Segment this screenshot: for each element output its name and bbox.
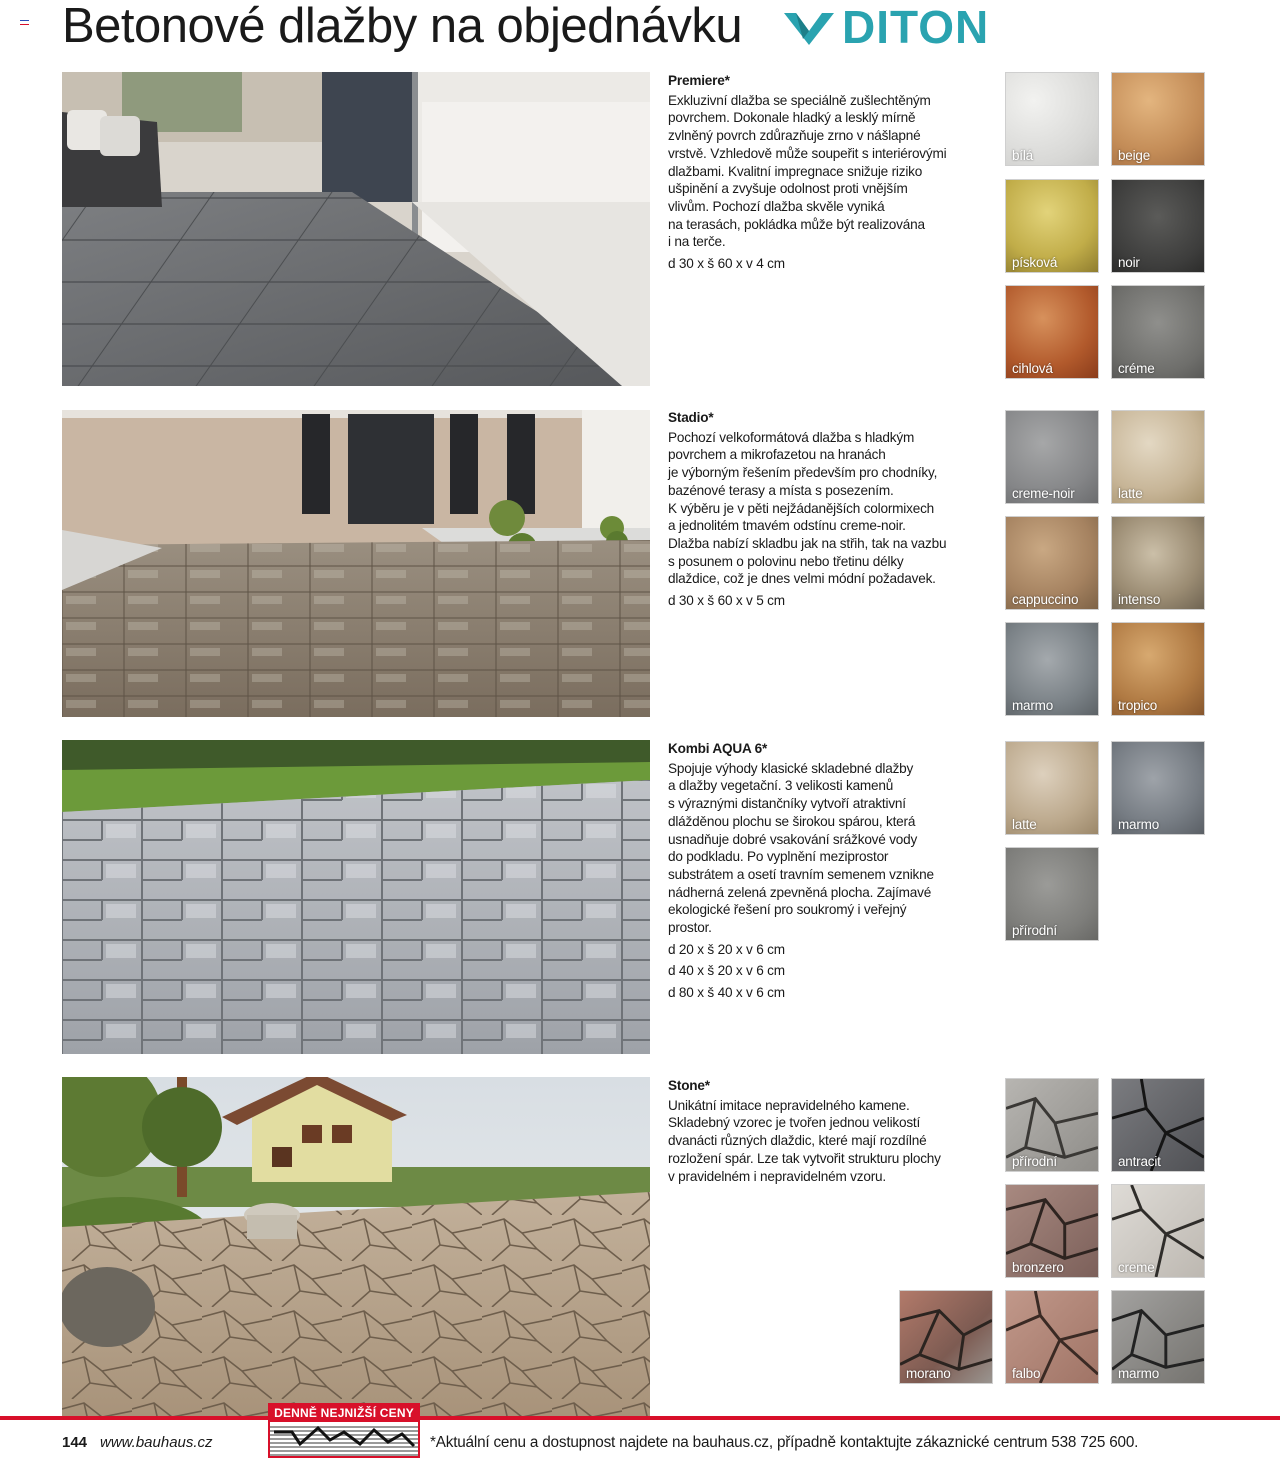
- swatch-label: beige: [1118, 148, 1151, 163]
- swatch-cihlova[interactable]: [1005, 285, 1099, 379]
- page-number: 144: [62, 1434, 88, 1451]
- swatch-label: bronzero: [1012, 1260, 1064, 1275]
- stadio-description: [668, 409, 978, 610]
- swatch-bila[interactable]: [1005, 72, 1099, 166]
- swatch-prirodni[interactable]: [1005, 1078, 1099, 1172]
- product-dimensions: d 30 x š 60 x v 5 cm: [668, 593, 785, 609]
- website-link[interactable]: www.bauhaus.cz: [100, 1434, 213, 1451]
- product-text: Unikátní imitace nepravidelného kamene. Skladebný vzorec je tvořen jednou velikostí dvanácti různých dlaždic, které mají rozdílné rozložení spár. Lze tak vytvořit strukturu plochy v pravidelném i nepravidelném vzoru.: [668, 1097, 941, 1184]
- stone-house-photo: [62, 1077, 650, 1417]
- product-dimensions: d 30 x š 60 x v 4 cm: [668, 256, 785, 272]
- swatch-label: písková: [1012, 255, 1058, 270]
- swatch-latte[interactable]: [1111, 410, 1205, 504]
- diton-logo-icon: [782, 7, 836, 47]
- product-text: Pochozí velkoformátová dlažba s hladkým povrchem a mikrofazetou na hranách je výborným řešením především pro chodníky, bazénové terasy a místa s posezením. K výběru je v pěti nejžádanějších colormixech a jednolitém tmavém odstínu creme-noir. Dlažba nabízí skladbu jak na střih, tak na vazbu s posunem o polovinu nebo třetinu délky dlaždice, což je dnes velmi módní požadavek.: [668, 429, 947, 587]
- swatch-label: marmo: [1118, 817, 1160, 832]
- product-dimensions: d 80 x š 40 x v 6 cm: [668, 985, 785, 1001]
- swatch-intenso[interactable]: [1111, 516, 1205, 610]
- product-name: Premiere*: [668, 73, 730, 88]
- swatch-label: marmo: [1118, 1366, 1160, 1381]
- swatch-antracit[interactable]: [1111, 1078, 1205, 1172]
- product-name: Kombi AQUA 6*: [668, 741, 768, 756]
- brand-logo: [782, 1, 990, 53]
- swatch-morano[interactable]: [899, 1290, 993, 1384]
- page-title: Betonové dlažby na objednávku: [62, 0, 743, 53]
- footer-note: *Aktuální cenu a dostupnost najdete na bauhaus.cz, případně kontaktujte zákaznické centrum 538 725 600.: [430, 1434, 1139, 1451]
- swatch-creme-noir[interactable]: [1005, 410, 1099, 504]
- swatch-falbo[interactable]: [1005, 1290, 1099, 1384]
- lowest-price-badge: [268, 1403, 420, 1458]
- product-text: Exkluzivní dlažba se speciálně zušlechtěným povrchem. Dokonale hladký a lesklý mírně zvlněný povrch zdůrazňuje zrno v nášlapné vrstvě. Vzhledově může soupeřit s interiérovými dlažbami. Kvalitní impregnace snižuje riziko ušpinění a zvyšuje odolnost proti vnějším vlivům. Pochozí dlažba skvěle vyniká na terasách, pokládka může být realizována i na terče.: [668, 92, 947, 250]
- swatch-piskova[interactable]: [1005, 179, 1099, 273]
- swatch-marmo[interactable]: [1111, 1290, 1205, 1384]
- product-text: Spojuje výhody klasické skladebné dlažby a dlažby vegetační. 3 velikosti kamenů s výraznými distančníky vytvoří atraktivní dlážděnou plochu se širokou spárou, která usnadňuje dobré vsakování srážkové vody do podkladu. Po vyplnění meziprostor substrátem a osetí travním semenem vznikne nádherná zelená zpevněná plocha. Zajímavé ekologické řešení pro soukromý i veřejný prostor.: [668, 760, 934, 936]
- product-name: Stone*: [668, 1078, 710, 1093]
- swatch-label: intenso: [1118, 592, 1161, 607]
- product-name: Stadio*: [668, 410, 714, 425]
- premiere-terrace-photo: [62, 72, 650, 386]
- swatch-tropico[interactable]: [1111, 622, 1205, 716]
- kombi-aqua-description: [668, 740, 978, 1002]
- brand-name: DITON: [842, 1, 990, 53]
- swatch-label: morano: [906, 1366, 951, 1381]
- kombi-aqua-paving-photo: [62, 740, 650, 1054]
- swatch-bronzero[interactable]: [1005, 1184, 1099, 1278]
- footer-rule: [0, 1416, 1280, 1420]
- swatch-label: latte: [1118, 486, 1143, 501]
- swatch-label: latte: [1012, 817, 1037, 832]
- swatch-creme[interactable]: [1111, 1184, 1205, 1278]
- swatch-label: noir: [1118, 255, 1140, 270]
- stadio-entrance-photo: [62, 410, 650, 717]
- product-dimensions: d 40 x š 20 x v 6 cm: [668, 963, 785, 979]
- badge-label: DENNĚ NEJNIŽŠÍ CENY: [270, 1405, 418, 1422]
- swatch-label: cihlová: [1012, 361, 1053, 376]
- swatch-label: přírodní: [1012, 923, 1057, 938]
- swatch-marmo[interactable]: [1111, 741, 1205, 835]
- product-dimensions: d 20 x š 20 x v 6 cm: [668, 941, 785, 957]
- swatch-label: creme: [1118, 1260, 1155, 1275]
- swatch-label: bílá: [1012, 148, 1033, 163]
- flag-icon: [20, 20, 29, 25]
- swatch-label: přírodní: [1012, 1154, 1057, 1169]
- stone-description: [668, 1077, 978, 1185]
- swatch-label: tropico: [1118, 698, 1158, 713]
- swatch-label: falbo: [1012, 1366, 1041, 1381]
- swatch-label: cappuccino: [1012, 592, 1079, 607]
- swatch-marmo[interactable]: [1005, 622, 1099, 716]
- swatch-label: créme: [1118, 361, 1155, 376]
- swatch-label: marmo: [1012, 698, 1054, 713]
- swatch-label: antracit: [1118, 1154, 1161, 1169]
- swatch-creme[interactable]: [1111, 285, 1205, 379]
- premiere-description: [668, 72, 978, 273]
- swatch-beige[interactable]: [1111, 72, 1205, 166]
- swatch-latte[interactable]: [1005, 741, 1099, 835]
- price-chart-icon: [270, 1422, 418, 1456]
- swatch-prirodni[interactable]: [1005, 847, 1099, 941]
- swatch-noir[interactable]: [1111, 179, 1205, 273]
- swatch-label: creme-noir: [1012, 486, 1075, 501]
- swatch-cappuccino[interactable]: [1005, 516, 1099, 610]
